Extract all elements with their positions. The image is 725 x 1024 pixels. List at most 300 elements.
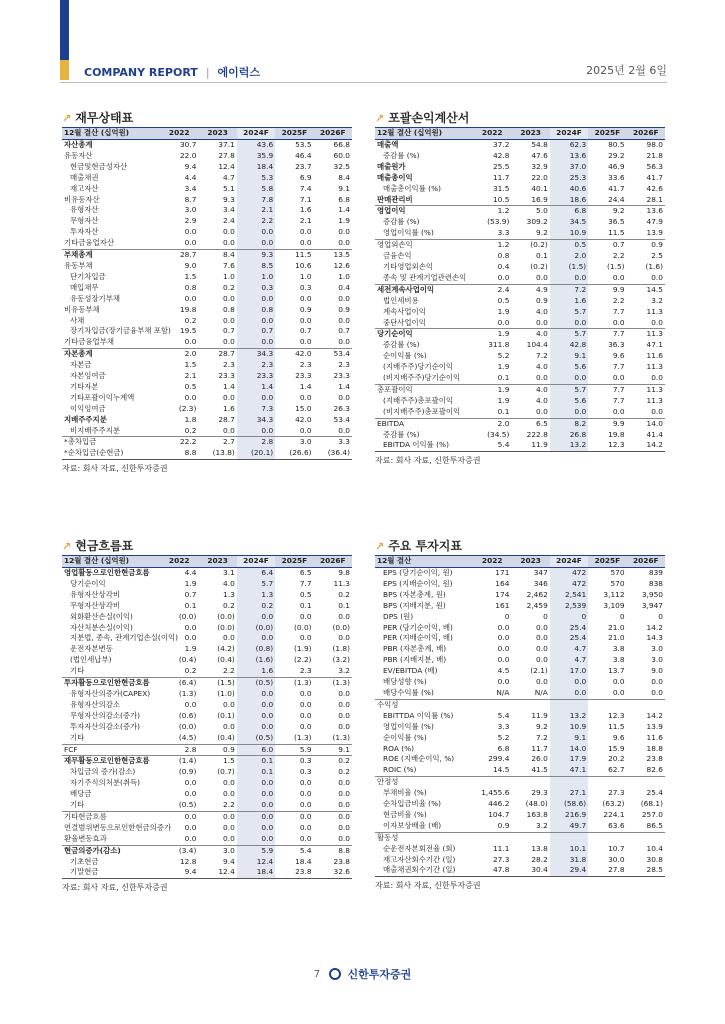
cell-value: 1.2 <box>473 206 511 217</box>
cell-value: 0.0 <box>223 721 235 731</box>
row-label: 증감률 (%) <box>383 150 420 160</box>
cell-value: 0.0 <box>338 392 350 402</box>
cell-value: 4.0 <box>223 578 235 588</box>
cell-value: 570 <box>610 568 625 577</box>
arrow-icon: ↗ <box>62 540 72 553</box>
cell-value: 15.0 <box>295 403 312 413</box>
cell-value: 9.9 <box>588 284 626 295</box>
cell-value: 12.4 <box>237 857 275 868</box>
cell-value: 41.7 <box>608 183 625 193</box>
table-row <box>62 404 352 415</box>
cell-value: (48.0) <box>525 799 548 809</box>
section-title-text: 현금흐름표 <box>75 539 134 553</box>
cell-value: 0.0 <box>299 710 312 720</box>
cell-value: 0.1 <box>497 406 510 416</box>
cell-value: 2,539 <box>550 601 588 612</box>
table-row <box>375 633 665 644</box>
cell-value: 40.6 <box>550 184 588 195</box>
data-table <box>375 555 665 877</box>
year-header: 2025F <box>275 556 313 568</box>
cell-value: 222.8 <box>526 429 548 439</box>
cell-value: 0.0 <box>338 425 350 435</box>
cell-value: (2.3) <box>178 403 197 413</box>
table-row <box>375 688 665 699</box>
source-note: 자료: 회사 자료, 신한투자증권 <box>375 881 481 891</box>
cell-value: 1.6 <box>550 296 588 307</box>
cell-value: 3.2 <box>651 295 663 305</box>
cell-value: 41.5 <box>531 765 548 775</box>
cell-value: 2.8 <box>237 437 275 448</box>
cell-value: (0.2) <box>511 240 549 251</box>
cell-value: (0.0) <box>178 721 197 731</box>
cell-value: 0.8 <box>237 305 275 316</box>
cell-value: 0.0 <box>497 655 510 665</box>
cell-value: 34.5 <box>550 217 588 228</box>
cell-value: (1.3) <box>294 732 312 742</box>
cell-value: 2.7 <box>198 437 236 448</box>
cell-value: 0 <box>658 611 663 621</box>
cell-value: 1.9 <box>184 578 197 588</box>
cell-value: 0.3 <box>275 756 313 767</box>
table-row <box>62 834 352 845</box>
cell-value: 4.7 <box>550 655 588 666</box>
cell-value: 4.0 <box>511 329 549 340</box>
cell-value: 10.9 <box>550 722 588 733</box>
cell-value: 13.6 <box>627 206 665 217</box>
cell-value: 0.2 <box>338 767 350 777</box>
row-label: 유동성장기부채 <box>70 293 120 303</box>
cell-value: 0.0 <box>299 800 312 810</box>
cell-value: 0.0 <box>536 406 548 416</box>
cell-value: 0.0 <box>184 227 197 237</box>
cell-value: 13.8 <box>531 843 548 853</box>
cell-value: 32.9 <box>531 161 548 171</box>
row-label: 기초현금 <box>70 856 99 866</box>
row-label: 유형자산의증가(CAPEX) <box>70 688 151 698</box>
table-row <box>62 568 352 579</box>
row-label: 기타 <box>70 800 85 810</box>
cell-value: 0.0 <box>338 337 350 347</box>
cell-value: 1.0 <box>223 271 235 281</box>
cell-value: 1,455.6 <box>481 788 510 798</box>
table-row <box>375 273 665 284</box>
cell-value: (0.2) <box>530 261 548 271</box>
cell-value: 1.9 <box>497 306 510 316</box>
row-label: 재고자산회수기간 (일) <box>383 854 456 864</box>
row-label: 유형자산상각비 <box>70 589 120 599</box>
cell-value: 1.5 <box>198 756 236 767</box>
section-title-text: 포괄손익계산서 <box>388 111 470 125</box>
cell-value: 3.4 <box>184 183 197 193</box>
cell-value: 43.6 <box>237 140 275 151</box>
cell-value: 10.4 <box>646 843 663 853</box>
cell-value: (1.3) <box>314 678 352 689</box>
cell-value: 0.0 <box>237 316 275 327</box>
cell-value: 0.9 <box>536 295 548 305</box>
cell-value: 18.6 <box>550 195 588 206</box>
cell-value: 16.9 <box>531 194 548 204</box>
cell-value: 4.0 <box>536 362 548 372</box>
table-row <box>62 590 352 601</box>
table-row <box>375 601 665 612</box>
cell-value: 0.7 <box>184 589 197 599</box>
table-row <box>375 832 665 843</box>
cell-value: 2.2 <box>223 800 235 810</box>
cell-value: 0.0 <box>184 789 197 799</box>
year-header: 2026F <box>627 556 665 568</box>
cell-value: 0.5 <box>497 295 510 305</box>
row-label: 영업이익률 (%) <box>383 228 434 238</box>
row-label: 배당성향 (%) <box>383 677 427 687</box>
row-label: 자기주식의처분(취득) <box>70 778 141 788</box>
row-label: 당기순이익 <box>375 329 473 340</box>
table-row <box>62 238 352 249</box>
cell-value: 0.0 <box>338 293 350 303</box>
cell-value: 0.0 <box>223 699 235 709</box>
table-row <box>375 318 665 329</box>
cell-value: 6.5 <box>511 418 549 429</box>
cell-value: 0.0 <box>237 823 275 834</box>
cell-value: (0.1) <box>217 710 235 720</box>
row-label: ROIC (%) <box>383 765 417 775</box>
row-label: *총차입금 <box>62 437 160 448</box>
row-label: 자본금 <box>70 360 92 370</box>
column-header-label: 12월 결산 (십억원) <box>375 128 473 140</box>
cell-value: 28.7 <box>198 349 236 360</box>
column-header-label: 12월 결산 <box>375 556 473 568</box>
cell-value: 838 <box>648 578 663 588</box>
row-label: ROA (%) <box>383 743 415 753</box>
cell-value: 41.7 <box>646 172 663 182</box>
cell-value: (0.5) <box>178 800 197 810</box>
cell-value: 53.5 <box>295 140 312 149</box>
cell-value <box>511 832 549 843</box>
table-row <box>62 326 352 337</box>
row-label: 매출채권 <box>70 172 99 182</box>
cell-value: 6.5 <box>299 568 312 577</box>
year-header: 2022 <box>473 556 511 568</box>
cell-value: 0.1 <box>338 600 350 610</box>
table-row <box>375 777 665 788</box>
row-label: (비지배주주)총포괄이익 <box>383 406 461 416</box>
cell-value: 104.4 <box>526 340 548 350</box>
cell-value: 19.8 <box>179 304 197 314</box>
cell-value: 2.2 <box>223 666 235 676</box>
cell-value: (0.5) <box>237 733 275 744</box>
cell-value: 0.8 <box>184 282 197 292</box>
cell-value: 0.0 <box>612 373 625 383</box>
cell-value: 13.9 <box>646 228 663 238</box>
cell-value: 5.0 <box>511 206 549 217</box>
row-label: 자산총계 <box>64 140 93 149</box>
cell-value: 15.9 <box>608 743 625 753</box>
row-label: 기타자본 <box>70 381 99 391</box>
cell-value: 0.0 <box>299 699 312 709</box>
cell-value: 13.9 <box>646 721 663 731</box>
year-header: 2025F <box>275 128 313 140</box>
table-row <box>62 845 352 856</box>
cell-value: 0.0 <box>651 373 663 383</box>
row-label: 연결범위변동으로인한현금의증가 <box>64 822 172 832</box>
cell-value: 11.5 <box>608 228 625 238</box>
cell-value: 9.0 <box>651 666 663 676</box>
cell-value: 1.9 <box>473 384 511 395</box>
cell-value: 0.0 <box>536 622 548 632</box>
year-header: 2024F <box>550 556 588 568</box>
cell-value: 3.0 <box>198 845 236 856</box>
table-row <box>62 689 352 700</box>
row-label: 유형자산 <box>70 205 99 215</box>
cell-value: 0.0 <box>184 833 197 843</box>
cell-value: 0.2 <box>223 282 235 292</box>
row-label: 기타 <box>70 732 85 742</box>
cell-value: 7.2 <box>550 284 588 295</box>
cell-value: 0.0 <box>536 644 548 654</box>
source-note: 자료: 회사 자료, 신한투자증권 <box>62 883 168 893</box>
cell-value: 0.0 <box>338 688 350 698</box>
row-label: 기타 <box>70 666 85 676</box>
table-row <box>375 228 665 239</box>
cell-value: 0.0 <box>223 227 235 237</box>
report-date: 2025년 2월 6일 <box>586 64 667 77</box>
cell-value: (1.3) <box>178 688 197 698</box>
cell-value: 0.0 <box>536 633 548 643</box>
cell-value: (4.5) <box>178 732 197 742</box>
cell-value: 0 <box>543 611 548 621</box>
cell-value: 21.8 <box>646 150 663 160</box>
year-header: 2026F <box>314 128 352 140</box>
cell-value: (1.0) <box>217 688 235 698</box>
cell-value: (1.4) <box>160 756 198 767</box>
row-label: EBITDA 이익률 (%) <box>375 440 473 451</box>
cell-value: 12.6 <box>333 260 350 270</box>
cell-value: 17.9 <box>550 754 588 765</box>
row-label: 자본잉여금 <box>70 371 106 381</box>
header-row <box>62 556 352 568</box>
cell-value: (1.6) <box>645 261 663 271</box>
row-label: 부채비율 (%) <box>383 788 427 798</box>
table-row <box>62 360 352 371</box>
cell-value: 0.0 <box>338 822 350 832</box>
cell-value: 0.2 <box>184 425 197 435</box>
cell-value: 216.9 <box>550 810 588 821</box>
cell-value: 0.0 <box>651 272 663 282</box>
cell-value: 13.7 <box>608 666 625 676</box>
cell-value: 29.4 <box>550 865 588 876</box>
cell-value: 0.0 <box>184 822 197 832</box>
cell-value <box>473 832 511 843</box>
key-indicators-section <box>375 538 665 891</box>
row-label: 유형자산의감소 <box>70 699 120 709</box>
table-row <box>62 393 352 404</box>
cell-value: 0.0 <box>299 822 312 832</box>
cell-value: 7.1 <box>299 194 312 204</box>
row-label: 단기차입금 <box>70 271 106 281</box>
table-row <box>62 415 352 426</box>
cell-value: 2.4 <box>223 216 235 226</box>
cell-value: 8.8 <box>160 448 198 459</box>
cell-value: 47.6 <box>531 150 548 160</box>
cell-value: 0.5 <box>184 381 197 391</box>
cell-value: 63.6 <box>608 820 625 830</box>
cell-value: 0.0 <box>338 721 350 731</box>
year-header: 2024F <box>237 556 275 568</box>
arrow-icon: ↗ <box>375 112 385 125</box>
cell-value: 86.5 <box>646 820 663 830</box>
cell-value: 0.0 <box>184 238 197 248</box>
cell-value: 2.8 <box>160 744 198 756</box>
cell-value: 28.7 <box>218 414 235 424</box>
cell-value: 0.0 <box>223 238 235 248</box>
cell-value: 27.8 <box>588 865 626 876</box>
cell-value: 5.7 <box>550 329 588 340</box>
row-label: 지분법, 종속, 관계기업손실(이익) <box>70 633 178 643</box>
cell-value: 3.8 <box>612 655 625 665</box>
cell-value: 6.9 <box>299 172 312 182</box>
row-label: BPS (자본총계, 원) <box>383 589 446 599</box>
row-label: 중단사업이익 <box>383 317 426 327</box>
cell-value: (3.2) <box>332 655 350 665</box>
cell-value: 3.0 <box>651 644 663 654</box>
row-label: 법인세비용 <box>383 295 419 305</box>
row-label: 안정성 <box>375 777 473 788</box>
cell-value: 37.2 <box>492 140 510 149</box>
cell-value: 1.9 <box>497 395 510 405</box>
cell-value: (0.0) <box>294 622 312 632</box>
table-row <box>375 418 665 429</box>
year-header: 2023 <box>198 556 236 568</box>
cell-value: (63.2) <box>602 799 625 809</box>
row-label: 매출총이익률 (%) <box>383 183 441 193</box>
cell-value: 1.0 <box>299 271 312 281</box>
table-row <box>375 677 665 688</box>
cell-value: 0.9 <box>627 240 665 251</box>
cell-value: 0.0 <box>223 337 235 347</box>
cell-value: 35.9 <box>237 151 275 162</box>
cell-value: 0.0 <box>237 711 275 722</box>
cell-value: 9.2 <box>588 206 626 217</box>
cell-value: (34.5) <box>487 429 510 439</box>
cell-value: 1.0 <box>338 271 350 281</box>
cell-value: 0.0 <box>497 644 510 654</box>
cell-value: 0.9 <box>497 820 510 830</box>
cell-value: 0.4 <box>338 282 350 292</box>
row-label: PBR (지배지분, 배) <box>383 655 447 665</box>
cell-value: 11.3 <box>627 329 665 340</box>
cell-value: 0.0 <box>497 677 510 687</box>
cell-value: 14.3 <box>646 633 663 643</box>
cell-value: 8.8 <box>314 845 352 856</box>
cell-value: 26.0 <box>531 754 548 764</box>
row-label: 차입금의 증가(감소) <box>70 767 136 777</box>
cell-value: 3.0 <box>651 655 663 665</box>
table-row <box>62 800 352 811</box>
year-header: 2026F <box>627 128 665 140</box>
cell-value: 0.0 <box>550 407 588 418</box>
cell-value: 7.4 <box>299 183 312 193</box>
cell-value: 4.4 <box>184 172 197 182</box>
cell-value: 0.3 <box>299 767 312 777</box>
row-label: 매출총이익 <box>377 172 413 182</box>
cell-value: 32.5 <box>333 161 350 171</box>
table-row <box>375 623 665 634</box>
cell-value <box>550 699 588 710</box>
cell-value: 299.4 <box>488 754 510 764</box>
table-row <box>375 430 665 441</box>
report-type: COMPANY REPORT <box>84 66 198 79</box>
cell-value: 4.0 <box>511 384 549 395</box>
table-row <box>62 272 352 283</box>
row-label: 현금비율 (%) <box>383 809 427 819</box>
cell-value: 0.0 <box>237 834 275 845</box>
row-label: 배당금 <box>70 789 92 799</box>
cell-value: 36.5 <box>608 217 625 227</box>
table-row <box>375 644 665 655</box>
table-row <box>375 362 665 373</box>
row-label: 매출채권회수기간 (일) <box>375 865 473 876</box>
table-row <box>62 216 352 227</box>
cell-value: N/A <box>534 687 548 697</box>
cell-value: 18.8 <box>646 743 663 753</box>
cell-value: 5.7 <box>237 579 275 590</box>
cell-value: 0.0 <box>299 315 312 325</box>
cell-value: 7.2 <box>536 732 548 742</box>
cell-value: 0.0 <box>497 272 510 282</box>
cell-value: 1.6 <box>299 205 312 215</box>
section-title-text: 재무상태표 <box>75 111 134 125</box>
cell-value: 0.0 <box>237 811 275 822</box>
cell-value: 11.6 <box>646 732 663 742</box>
cell-value: 11.9 <box>531 710 548 720</box>
cell-value: (2.1) <box>530 666 548 676</box>
cell-value: 161 <box>495 600 510 610</box>
cell-value: 171 <box>495 568 510 577</box>
year-header: 2023 <box>511 556 549 568</box>
arrow-icon: ↗ <box>375 540 385 553</box>
table-row <box>375 810 665 821</box>
row-label: 영업이익률 (%) <box>383 721 434 731</box>
table-row <box>375 162 665 173</box>
cell-value: 2.0 <box>160 349 198 360</box>
row-label: 영업외손익 <box>375 240 473 251</box>
brand-name: 신한투자증권 <box>347 968 412 981</box>
cell-value: (1.3) <box>275 678 313 689</box>
cell-value: 7.2 <box>536 351 548 361</box>
year-header: 2024F <box>550 128 588 140</box>
cell-value: 9.8 <box>338 568 350 577</box>
cell-value: 3,947 <box>641 600 663 610</box>
cell-value: 0.0 <box>338 800 350 810</box>
cell-value: 0.1 <box>497 373 510 383</box>
cell-value: 27.3 <box>608 788 625 798</box>
cell-value <box>627 699 665 710</box>
table-row <box>375 844 665 855</box>
cell-value: (68.1) <box>640 799 663 809</box>
cell-value: (0.0) <box>217 611 235 621</box>
cell-value: 0.0 <box>338 833 350 843</box>
cell-value: 18.4 <box>237 867 275 878</box>
cell-value: 30.4 <box>511 865 549 876</box>
cell-value: (4.2) <box>217 644 235 654</box>
cell-value: 47.1 <box>646 340 663 350</box>
row-label: 총포괄이익 <box>375 384 473 395</box>
row-label: 판매관리비 <box>377 194 413 204</box>
cell-value: 0.0 <box>160 811 198 822</box>
cell-value: 19.5 <box>179 326 197 336</box>
cell-value: 5.6 <box>550 362 588 373</box>
cell-value: 4.7 <box>550 644 588 655</box>
cell-value: 9.2 <box>536 721 548 731</box>
